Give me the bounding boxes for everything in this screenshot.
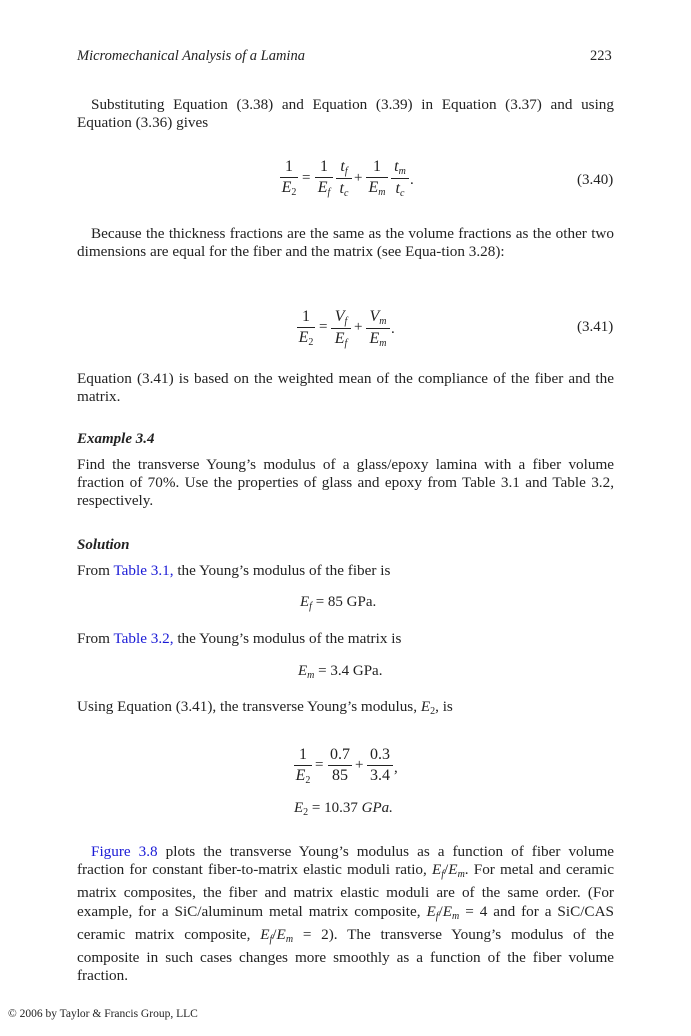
equals-sign: = [302, 170, 311, 186]
copyright-footer: © 2006 by Taylor & Francis Group, LLC [8, 1008, 198, 1020]
paragraph-using-eq-3-41: Using Equation (3.41), the transverse Young’s modulus, $E_2$, is [77, 698, 453, 717]
paragraph-matrix-modulus: From Table 3.2, the Young’s modulus of the matrix is [77, 630, 402, 647]
fraction-1-over-E2: 1 $E_2$ [295, 746, 311, 786]
example-heading: Example 3.4 [77, 431, 155, 447]
equation-ef: $E_f = 85$ GPa. [300, 594, 377, 612]
fraction-tm-over-tc: $t_m$ $t_c$ [391, 158, 409, 199]
fraction-0-3-over-3-4: 0.3 3.4 [367, 746, 393, 785]
fraction-1-over-Ef: 1 $E_f$ [315, 158, 333, 198]
page-number: 223 [590, 48, 612, 64]
paragraph-figure-3-8: Figure 3.8 plots the transverse Young’s modulus as a function of fiber volume fraction for constant fiber-to-matrix elastic moduli ratio, $E_f/E_m$. For metal and ceramic matrix composites, the fiber and matrix elastic moduli are of the same order. (For example, for a SiC/aluminum metal matrix composite, $E_f/E_m = 4$ and for a SiC/CAS ceramic matrix composite, $E_f/E_m = 2$). The transverse Young’s modulus of the composite in such cases changes more smoothly as a function of the fiber volume fraction. [77, 843, 615, 985]
equation-em: $E_m = 3.4$ GPa. [298, 663, 383, 681]
fraction-0-7-over-85: 0.7 85 [330, 746, 350, 784]
plus-sign: + [354, 170, 363, 186]
equation-result: $E_2 = 10.37$ GPa. [294, 800, 393, 818]
paragraph-example-problem: Find the transverse Young’s modulus of a glass/epoxy lamina with a fiber volume fraction of 70%. Use the properties of glass and epoxy from Table 3.1 and Table 3.2, respectively. [77, 456, 614, 510]
fraction-1-over-Em: 1 $E_m$ [366, 158, 388, 198]
denominator: $E_2$ [281, 179, 297, 198]
fraction-1-over-E2: 1 $E_2$ [298, 308, 314, 348]
paragraph-weighted-mean: Equation (3.41) is based on the weighted mean of the compliance of the fiber and the matrix. [77, 370, 614, 406]
table-3-1-link[interactable]: Table 3.1, [113, 562, 174, 579]
fraction-1-over-E2 [280, 158, 298, 198]
fraction-tf-over-tc: $t_f$ $t_c$ [336, 158, 352, 199]
numerator: 1 [285, 158, 293, 175]
fraction-Vm-over-Em: $V_m$ $E_m$ [366, 308, 390, 349]
solution-heading: Solution [77, 537, 130, 553]
paragraph-thickness-fractions: Because the thickness fractions are the same as the volume fractions as the other two dimensions are equal for the fiber and the matrix (see Equa-tion 3.28): [77, 225, 614, 261]
running-header-title: Micromechanical Analysis of a Lamina [77, 48, 305, 64]
paragraph-fiber-modulus: From Table 3.1, the Young’s modulus of the fiber is [77, 562, 391, 579]
paragraph-substituting: Substituting Equation (3.38) and Equation (3.39) in Equation (3.37) and using Equation (3.36) gives [77, 96, 614, 132]
equation-number-3-40: (3.40) [577, 172, 614, 188]
fraction-Vf-over-Ef: $V_f$ $E_f$ [331, 308, 351, 349]
figure-3-8-link[interactable]: Figure 3.8 [91, 843, 158, 860]
equation-number-3-41: (3.41) [577, 319, 614, 335]
table-3-2-link[interactable]: Table 3.2, [113, 630, 174, 647]
